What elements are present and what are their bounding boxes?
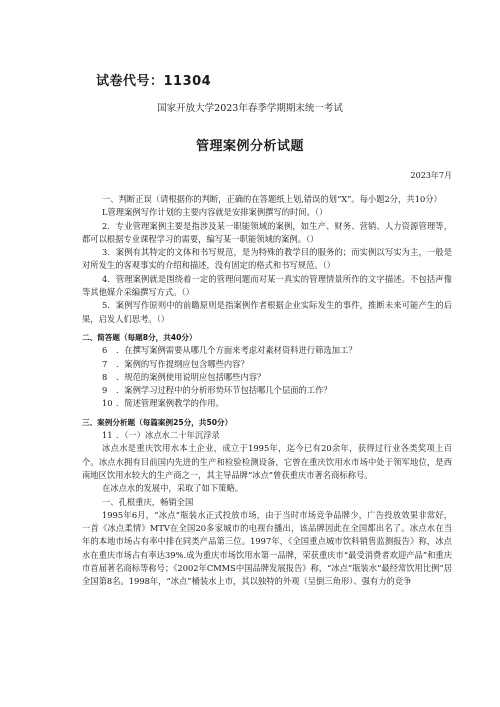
question-9	[82, 384, 452, 397]
question-8	[82, 371, 452, 384]
question-number: 7	[102, 358, 108, 369]
paper-title: 管理案例分析试题	[195, 139, 304, 154]
exam-body	[82, 193, 452, 589]
case-paragraph-2: 在冰点水的发展中，采取了如下策略。	[102, 483, 244, 494]
case-paragraph-3: 1995年6月，“冰点”瓶装水正式投放市场，由于当时市场竞争品牌少，广告投放效果非常好，一首《冰点柔情》MTV在全国20多家城市的电视台播出，该品牌因此在全国都出名了。冰点水在当年的本地市场占有率中排在同类产品第三位。1997年，《全国重点城市饮料销售监测报告》称，冰点水在重庆市场占有率达39%.成为重庆市场饮用水第一品牌，荣获重庆市“最受消费者欢迎产品”和重庆市首届著名商标等称号；《2002年CMMS中国品牌发展报告》称，“冰点”瓶装水“最经常饮用比例”居全国第8名。1998年，“冰点”桶装水上市，其以独特的外观（呈倒三角形）、强有力的竞争	[82, 509, 452, 587]
question-1: L管理案例写作计划的主要内容就是安排案例撰写的时间。（）	[102, 207, 328, 218]
question-4: 4．管理案例就是围绕着一定的管理问题而对某一真实的管理情景所作的文字描述。不包括声像等其他媒介采编撰写方式。（）	[82, 273, 452, 298]
section-2-heading: 二、简答题（每题8分，共40分）	[82, 332, 197, 342]
question-number: 11	[102, 430, 113, 441]
case-paragraph-1: 冰点水是重庆饮用水本土企业，成立于1995年，迄今已有20余年，获得过行业各类奖项上百个。冰点水拥有目前国内先进的生产和检验检测设备，它曾在重庆饮用水市场中处于领军地位，是西南地区饮用水较大的生产商之一，其主导品牌“冰点”曾获重庆市著名商标称号。	[82, 443, 452, 480]
question-text: ．案例学习过程中的分析形势环节包括哪几个层面的工作？	[116, 385, 332, 396]
exam-date: 2023年7月	[410, 171, 452, 180]
question-number: 10	[102, 398, 113, 409]
question-text: ．简述管理案例教学的作用。	[116, 398, 224, 409]
question-number: 8	[102, 371, 108, 382]
question-text: ．在撰写案例需要从哪几个方面来考虑对素材资料进行筛选加工？	[116, 345, 357, 356]
section-3-heading: 三、案例分析题（每篇案例25分，共50分）	[82, 417, 233, 427]
question-3: 3．案例有其特定的文体和书写规范，是为特殊的教学目的服务的；而实例以写实为主，一般是对所发生的客观事实的介绍和描述，没有固定的格式和书写规范。（）	[82, 247, 452, 271]
case-subheading: 一、孔根重庆，畅销全国	[102, 496, 194, 507]
case-title	[82, 429, 452, 442]
question-6	[82, 344, 452, 357]
exam-name: 国家开放大学2023年春季学期期末统一考试	[157, 103, 343, 114]
exam-code: 试卷代号：11304	[96, 74, 212, 89]
question-5: 5．案例写作原则中的前瞻原则是指案例作者根据企业实际发生的事件，推断未来可能产生的后果，启发人们思考。（）	[82, 300, 452, 324]
question-7	[82, 358, 452, 371]
section-1-heading: 一、判断正误（请根据你的判断，正确的在答题纸上划,错误的划“X”。每小题2分，共10分）	[102, 194, 442, 204]
question-text: ．案例的写作提纲应包含哪些内容？	[116, 358, 249, 369]
question-10	[82, 397, 452, 410]
question-number: 6	[102, 345, 108, 356]
question-2: 2．专业管理案例主要是指涉及某一职能领域的案例，如生产、财务、营销、人力资源管理等，都可以根据专业课程学习的需要，编写某一职能领域的案例。（）	[82, 220, 452, 244]
question-text: ．规范的案例使用说明应包括哪些内容？	[116, 371, 266, 382]
case-title-text: ．（一）冰点水二十年沉浮录	[116, 430, 220, 441]
question-number: 9	[102, 385, 108, 396]
